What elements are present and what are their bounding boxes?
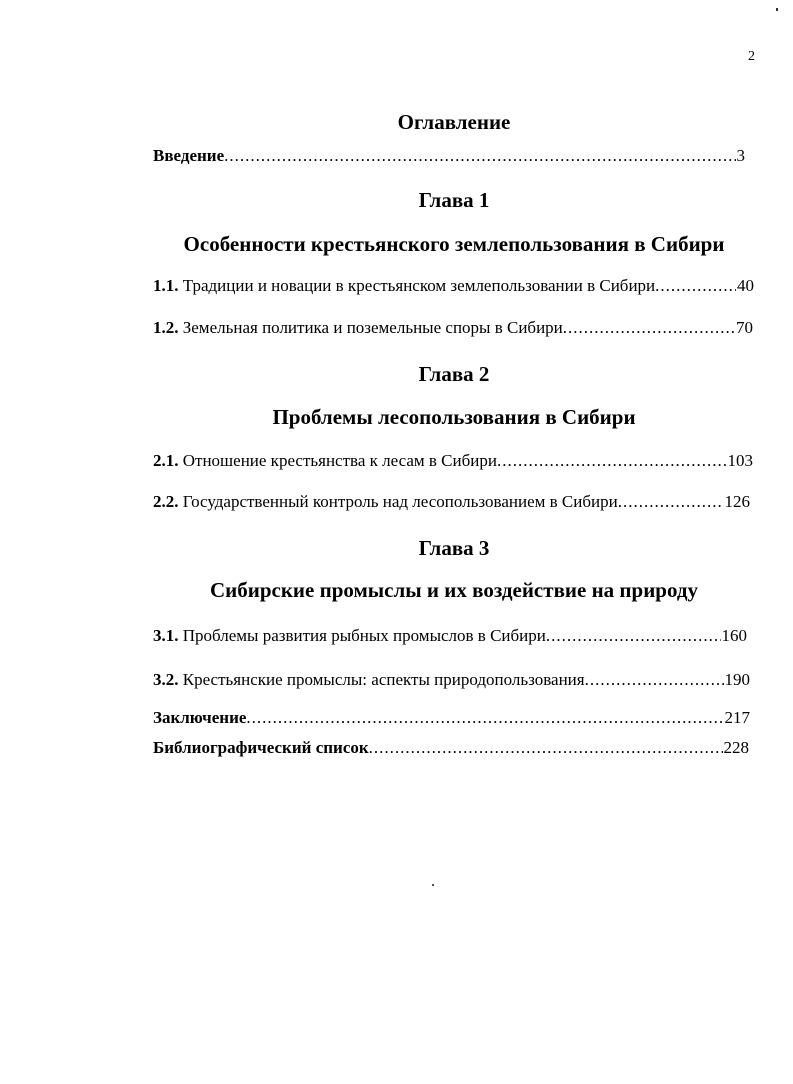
section-number: 1.2. xyxy=(153,318,179,337)
dot-leader xyxy=(246,708,723,728)
dot-leader xyxy=(224,146,735,166)
entry-label xyxy=(153,276,655,296)
dot-leader xyxy=(563,318,735,338)
entry-label xyxy=(153,492,618,512)
entry-label xyxy=(153,670,585,690)
entry-page: 217 xyxy=(724,708,750,727)
chapter-3-title: Сибирские промыслы и их воздействие на природу xyxy=(209,578,699,602)
entry-page: 40 xyxy=(737,276,754,295)
entry-page: 160 xyxy=(721,626,747,645)
section-title: Государственный контроль над лесопользованием в Сибири xyxy=(178,492,618,511)
toc-entry-3-1[interactable] xyxy=(153,626,747,646)
dot-leader xyxy=(585,670,724,690)
scan-speck xyxy=(432,884,434,886)
toc-entry-2-2[interactable] xyxy=(153,492,750,512)
entry-label: Библиографический список xyxy=(153,738,369,757)
dot-leader xyxy=(546,626,721,646)
section-number: 2.2. xyxy=(153,492,179,511)
toc-entry-bibliography[interactable] xyxy=(153,738,749,758)
chapter-3-heading: Глава 3 xyxy=(418,536,490,560)
dot-leader xyxy=(497,451,727,471)
chapter-2-heading: Глава 2 xyxy=(418,362,490,386)
entry-label: Введение xyxy=(153,146,225,165)
entry-page: 190 xyxy=(724,670,750,689)
toc-entry-1-2[interactable] xyxy=(153,318,753,338)
dot-leader xyxy=(655,276,736,296)
toc-entry-3-2[interactable] xyxy=(153,670,750,690)
section-number: 2.1. xyxy=(153,451,179,470)
entry-page: 126 xyxy=(724,492,750,511)
toc-entry-introduction[interactable] xyxy=(153,146,745,166)
chapter-2-title: Проблемы лесопользования в Сибири xyxy=(272,405,636,429)
toc-entry-2-1[interactable] xyxy=(153,451,753,471)
section-number: 3.1. xyxy=(153,626,179,645)
chapter-1-title: Особенности крестьянского землепользования в Сибири xyxy=(183,232,725,256)
section-title: Отношение крестьянства к лесам в Сибири xyxy=(178,451,497,470)
entry-label: Заключение xyxy=(153,708,247,727)
chapter-1-heading: Глава 1 xyxy=(418,188,490,212)
entry-label xyxy=(153,626,546,646)
dot-leader xyxy=(369,738,723,758)
scan-mark xyxy=(776,8,778,11)
entry-page: 228 xyxy=(723,738,749,757)
entry-page: 103 xyxy=(727,451,753,470)
entry-page: 70 xyxy=(736,318,753,337)
dot-leader xyxy=(618,492,724,512)
entry-label xyxy=(153,318,563,338)
toc-entry-conclusion[interactable] xyxy=(153,708,750,728)
section-number: 3.2. xyxy=(153,670,179,689)
section-title: Проблемы развития рыбных промыслов в Сибири xyxy=(178,626,546,645)
toc-title: Оглавление xyxy=(397,110,511,134)
section-number: 1.1. xyxy=(153,276,179,295)
entry-label xyxy=(153,451,497,471)
section-title: Земельная политика и поземельные споры в Сибири xyxy=(178,318,563,337)
entry-page: 3 xyxy=(736,146,745,165)
section-title: Крестьянские промыслы: аспекты природопользования xyxy=(178,670,585,689)
section-title: Традиции и новации в крестьянском землепользовании в Сибири xyxy=(178,276,656,295)
toc-entry-1-1[interactable] xyxy=(153,276,754,296)
page-number: 2 xyxy=(748,49,755,64)
